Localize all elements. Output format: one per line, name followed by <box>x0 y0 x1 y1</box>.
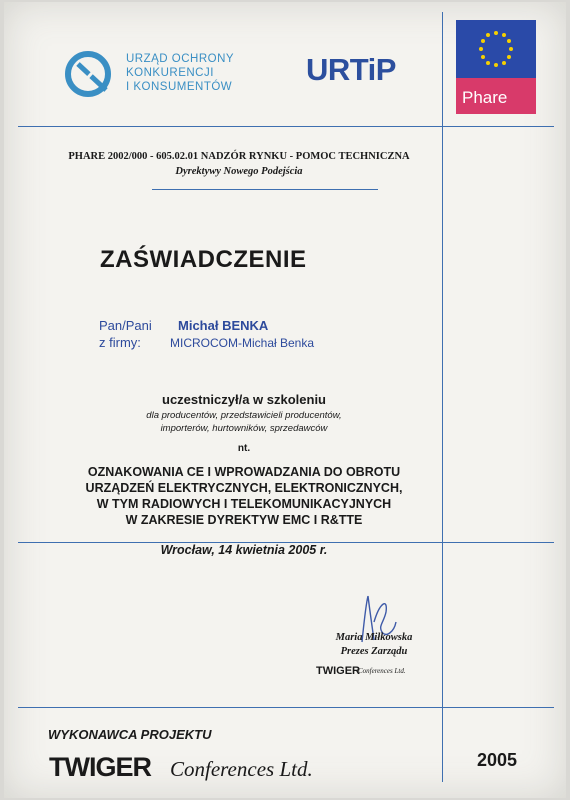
phare-logo <box>456 20 536 114</box>
subtitle-rule <box>152 189 378 190</box>
audience-line: dla producentów, przedstawicieli producentów, <box>146 410 342 421</box>
firm-label: z firmy: <box>99 335 141 350</box>
program-title: PHARE 2002/000 - 605.02.01 NADZÓR RYNKU - POMOC TECHNICZNA <box>68 151 410 162</box>
phare-text: Phare <box>462 88 508 107</box>
certificate-page <box>4 2 566 798</box>
uokik-line: I KONSUMENTÓW <box>126 81 233 93</box>
footer-rule <box>18 707 554 708</box>
signer-company-script: Conferences Ltd. <box>358 667 406 675</box>
uokik-name <box>126 52 234 94</box>
uokik-logo <box>60 42 260 106</box>
contractor-logo: TWIGER <box>49 752 151 782</box>
signer-company: TWIGER <box>316 665 360 677</box>
topic-line: URZĄDZEŃ ELEKTRYCZNYCH, ELEKTRONICZNYCH, <box>85 481 403 495</box>
person-label: Pan/Pani <box>99 318 152 333</box>
place-date: Wrocław, 14 kwietnia 2005 r. <box>160 543 328 557</box>
signer-name: Maria Miłkowska <box>335 632 413 643</box>
person-name: Michał BENKA <box>178 318 269 333</box>
topic-line: OZNAKOWANIA CE I WPROWADZANIA DO OBROTU <box>87 465 401 479</box>
signer-role: Prezes Zarządu <box>340 646 408 657</box>
audience-text <box>44 409 444 435</box>
contractor-logo-script: Conferences Ltd. <box>170 757 313 781</box>
firm-name: MICROCOM-Michał Benka <box>170 336 315 350</box>
topic-line: W ZAKRESIE DYREKTYW EMC I R&TTE <box>125 513 363 527</box>
phare-label <box>456 78 536 114</box>
uokik-line: KONKURENCJI <box>126 67 214 79</box>
eu-flag-icon <box>456 20 536 78</box>
uokik-line: URZĄD OCHRONY <box>126 53 235 65</box>
header-rule <box>18 126 554 127</box>
training-topic <box>44 464 444 528</box>
participation-text: uczestniczył/a w szkoleniu <box>162 392 326 407</box>
certificate-title: ZAŚWIADCZENIE <box>100 246 307 273</box>
program-subtitle: Dyrektywy Nowego Podejścia <box>175 166 303 177</box>
topic-prefix: nt. <box>237 443 251 454</box>
year: 2005 <box>477 750 518 770</box>
contractor-label: WYKONAWCA PROJEKTU <box>48 727 212 742</box>
audience-line: importerów, hurtowników, sprzedawców <box>160 423 328 434</box>
urtip-logo: URTiP <box>306 52 396 87</box>
topic-line: W TYM RADIOWYCH I TELEKOMUNIKACYJNYCH <box>96 497 392 511</box>
uokik-emblem-icon <box>60 46 120 106</box>
